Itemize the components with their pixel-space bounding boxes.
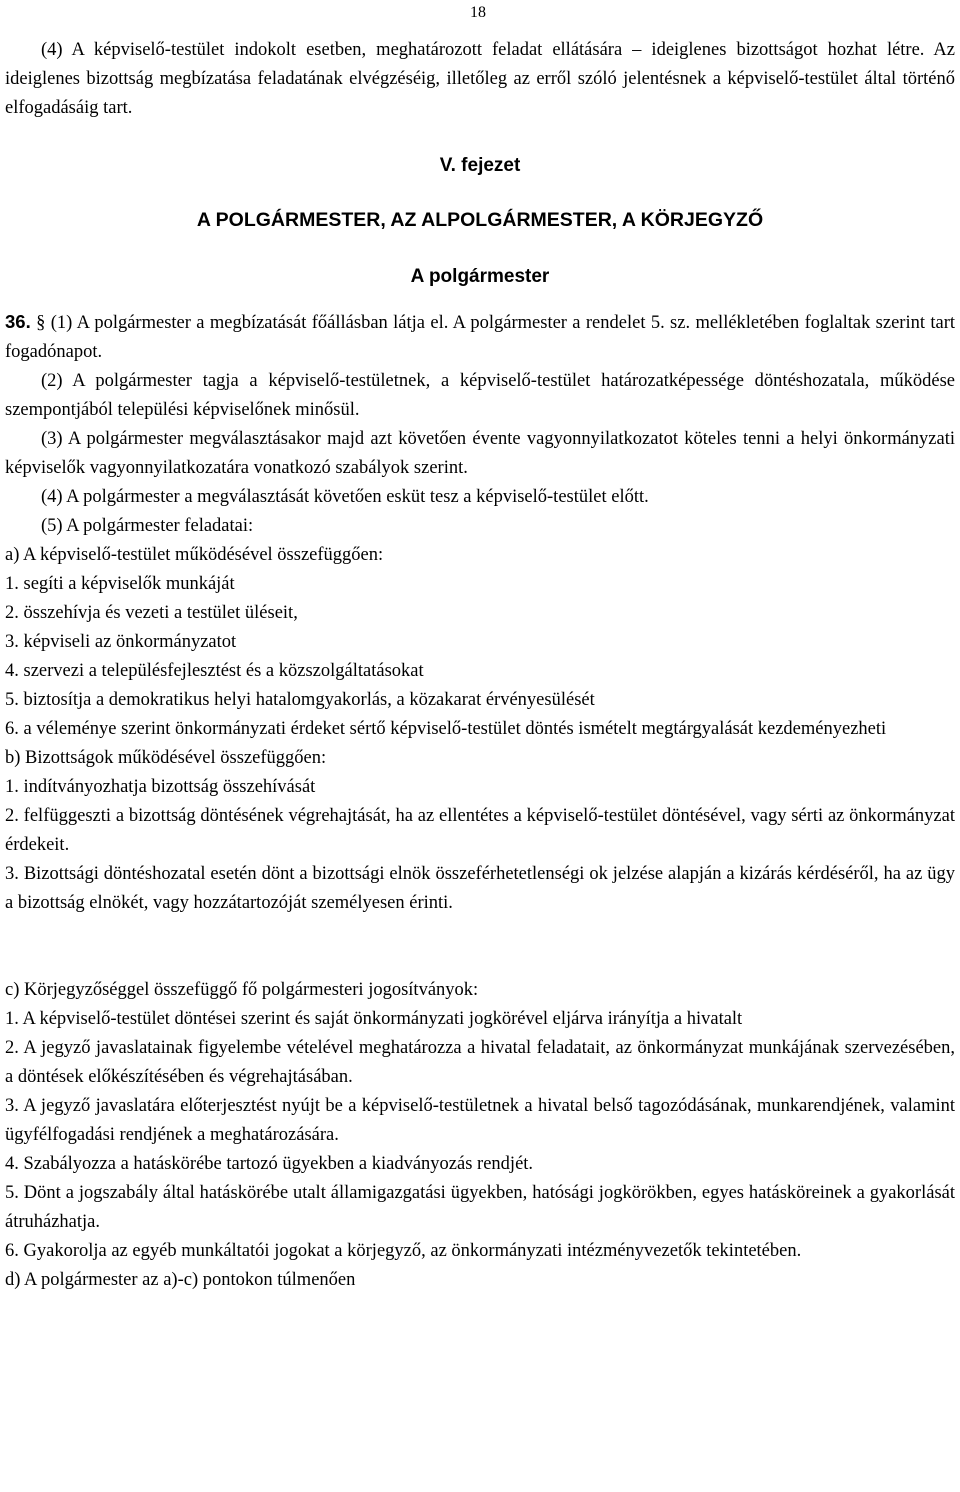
list-item: 5. biztosítja a demokratikus helyi hatalomgyakorlás, a közakarat érvényesülését: [5, 690, 595, 710]
list-item: 6. a véleménye szerint önkormányzati érdeket sértő képviselő-testület döntés ismételt megtárgyalását kezdeményezheti: [5, 719, 887, 739]
group-a-title: a) A képviselő-testület működésével összefüggően:: [5, 545, 384, 565]
list-item: 6. Gyakorolja az egyéb munkáltatói jogokat a körjegyző, az önkormányzati intézményvezetők tekintetében.: [5, 1241, 802, 1261]
intro-paragraph: (4) A képviselő-testület indokolt esetben, meghatározott feladat ellátására – ideiglenes bizottságot hozhat létre. Az ideiglenes bizottság megbízatása feladatának elvégzéséig, illetőleg az erről szóló jelentésnek a képviselő-testület által történő elfogadásáig tart.: [5, 40, 955, 118]
document-body: [5, 36, 955, 1295]
list-item: 5. Dönt a jogszabály által hatáskörébe utalt államigazgatási ügyekben, hatósági jogkörökben, egyes hatásköreinek a gyakorlását átruházhatja.: [5, 1183, 955, 1232]
list-item: 1. A képviselő-testület döntései szerint és saját önkormányzati jogkörével eljárva irányítja a hivatalt: [5, 1009, 743, 1029]
page-number: 18: [470, 4, 486, 21]
list-item: 4. szervezi a településfejlesztést és a közszolgáltatásokat: [5, 661, 424, 681]
group-c-title: c) Körjegyzőséggel összefüggő fő polgármesteri jogosítványok:: [5, 980, 479, 1000]
section-36-paragraph-3: (3) A polgármester megválasztásakor majd azt követően évente vagyonnyilatkozatot köteles tenni a helyi önkormányzati képviselők vagyonnyilatkozatára vonatkozó szabályok szerint.: [5, 429, 955, 478]
list-item: 3. Bizottsági döntéshozatal esetén dönt a bizottsági elnök összeférhetetlenségi ok jelzése alapján a kizárás kérdéséről, ha az ügy a bizottság elnökét, vagy hozzátartozóját személyesen érinti.: [5, 864, 955, 913]
spacer: [5, 918, 955, 976]
chapter-heading: V. fejezet: [439, 155, 521, 176]
list-item: 4. Szabályozza a hatáskörébe tartozó ügyekben a kiadványozás rendjét.: [5, 1154, 534, 1174]
group-b-title: b) Bizottságok működésével összefüggően:: [5, 748, 327, 768]
section-36-p1-text: (1) A polgármester a megbízatását főállásban látja el. A polgármester a rendelet 5. sz. mellékletében foglaltak szerint tart fogadónapot.: [5, 313, 956, 362]
section-title: A polgármester: [410, 266, 550, 287]
section-sign: §: [36, 313, 46, 333]
group-d-title: d) A polgármester az a)-c) pontokon túlmenően: [5, 1270, 356, 1290]
section-36-paragraph-2: (2) A polgármester tagja a képviselő-testületnek, a képviselő-testület határozatképessége döntéshozatala, működése szempontjából települési képviselőnek minősül.: [5, 371, 955, 420]
section-number: 36.: [5, 311, 31, 332]
list-item: 3. képviseli az önkormányzatot: [5, 632, 237, 652]
list-item: 1. segíti a képviselők munkáját: [5, 574, 235, 594]
list-item: 2. felfüggeszti a bizottság döntésének végrehajtását, ha az ellentétes a képviselő-testület döntésével, vagy sérti az önkormányzat érdekeit.: [5, 806, 955, 855]
section-36-paragraph-5: (5) A polgármester feladatai:: [41, 516, 254, 536]
section-36-paragraph-1: [5, 307, 955, 367]
section-36-paragraph-4: (4) A polgármester a megválasztását követően esküt tesz a képviselő-testület előtt.: [41, 487, 649, 507]
chapter-title: A POLGÁRMESTER, AZ ALPOLGÁRMESTER, A KÖRJEGYZŐ: [196, 209, 764, 231]
list-item: 2. A jegyző javaslatainak figyelembe vételével meghatározza a hivatal feladatait, az önkormányzat munkájának szervezésében, a döntések előkészítésében és végrehajtásában.: [5, 1038, 955, 1087]
list-item: 3. A jegyző javaslatára előterjesztést nyújt be a képviselő-testületnek a hivatal belső tagozódásának, munkarendjének, valamint ügyfélfogadási rendjének a meghatározására.: [5, 1096, 955, 1145]
list-item: 1. indítványozhatja bizottság összehívását: [5, 777, 316, 797]
list-item: 2. összehívja és vezeti a testület üléseit,: [5, 603, 298, 623]
